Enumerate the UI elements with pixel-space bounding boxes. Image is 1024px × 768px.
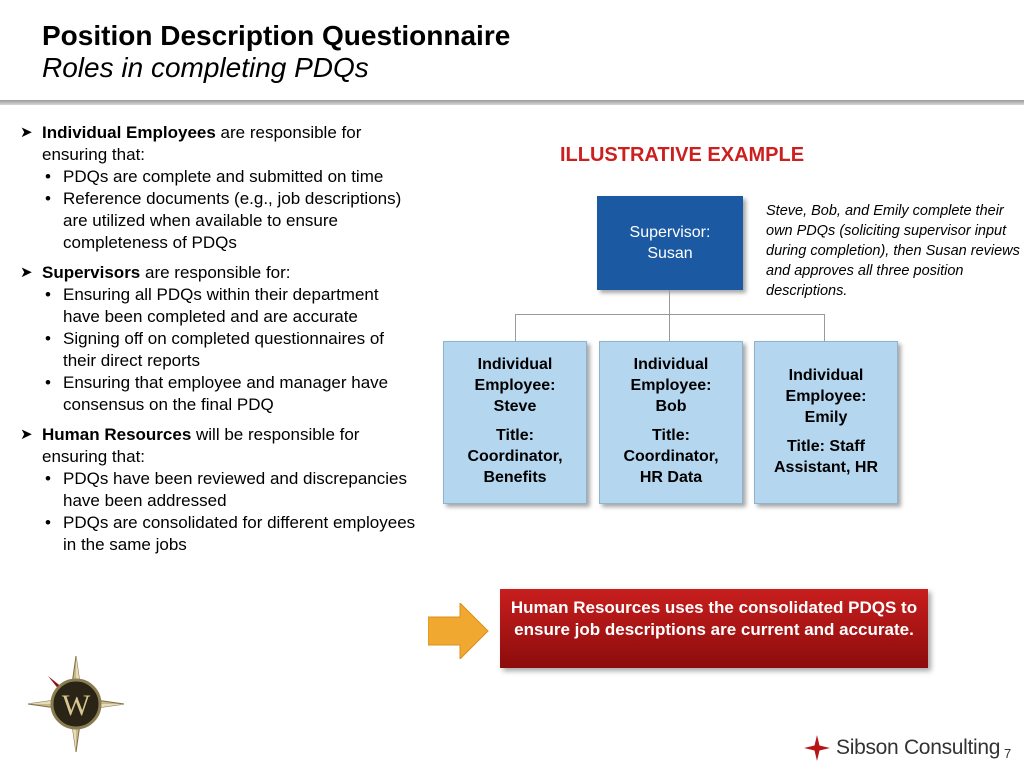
employee-box-bob: Individual Employee: Bob Title: Coordinator, HR Data [599,341,743,504]
list-item: • Signing off on completed questionnaires of their direct reports [45,329,385,370]
page-title: Position Description Questionnaire [42,20,511,51]
connector-line [515,314,825,315]
svg-text:W: W [61,689,91,722]
bullet-dot-icon: • [45,469,51,488]
connector-line [669,290,670,314]
employee-box-emily: Individual Employee: Emily Title: Staff Assistant, HR [754,341,898,504]
bullet-dot-icon: • [45,285,51,304]
bullet-arrow-icon: ➤ [20,124,33,141]
bullet-dot-icon: • [45,373,51,392]
connector-line [824,314,825,341]
section-heading: Human Resources [42,425,192,444]
page-subtitle: Roles in completing PDQs [42,52,369,83]
section-text: are responsible for: [140,263,291,282]
list-item: • Ensuring all PDQs within their department have been completed and are accurate [45,285,379,326]
illustrative-example-label: ILLUSTRATIVE EXAMPLE [560,144,805,166]
section-heading: Individual Employees [42,123,216,142]
title-divider [0,100,1024,105]
list-item: • Reference documents (e.g., job descriptions) are utilized when available to ensure completeness of PDQs [45,189,402,252]
list-item: • PDQs have been reviewed and discrepancies have been addressed [45,469,407,510]
sibson-star-icon [804,735,830,761]
section-supervisors [20,262,420,416]
section-human-resources [20,424,420,556]
example-note: Steve, Bob, and Emily complete their own PDQs (soliciting supervisor input during completion), then Susan reviews and approves all three position descriptions. [766,203,1020,299]
supervisor-box: Supervisor: Susan [597,196,743,290]
bullet-dot-icon: • [45,513,51,532]
list-item: • PDQs are complete and submitted on time [45,167,384,186]
section-individual-employees [20,122,420,254]
compass-logo-icon [28,656,124,757]
bullet-dot-icon: • [45,167,51,186]
list-item: • Ensuring that employee and manager have consensus on the final PDQ [45,373,389,414]
bullet-arrow-icon: ➤ [20,426,33,443]
connector-line [515,314,516,341]
section-heading: Supervisors [42,263,141,282]
brand-name: Sibson Consulting [836,736,1001,759]
list-item: • PDQs are consolidated for different employees in the same jobs [45,513,416,554]
page-number: 7 [1004,746,1012,761]
hr-callout-box: Human Resources uses the consolidated PDQS to ensure job descriptions are current and accurate. [500,589,928,668]
bullet-dot-icon: • [45,329,51,348]
bullet-dot-icon: • [45,189,51,208]
title-block [42,20,510,84]
right-arrow-icon [428,603,490,664]
employee-box-steve: Individual Employee: Steve Title: Coordinator, Benefits [443,341,587,504]
connector-line [669,314,670,341]
responsibilities-list [20,122,420,564]
section-text: will be responsible for ensuring that: [42,425,360,466]
sibson-brand [804,735,1000,761]
section-text: are responsible for ensuring that: [42,123,362,164]
bullet-arrow-icon: ➤ [20,264,33,281]
